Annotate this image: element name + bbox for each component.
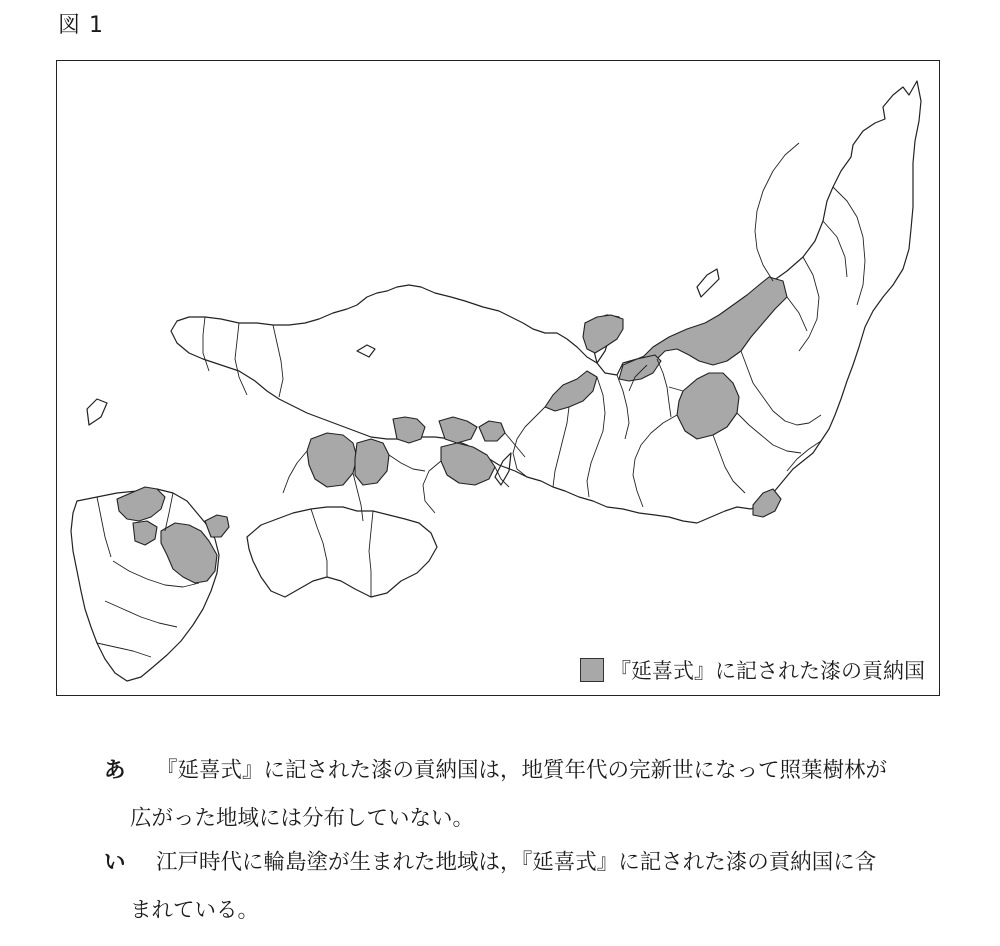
tribute-provinces <box>117 277 787 583</box>
map-frame <box>56 60 940 696</box>
province-bungo <box>205 515 229 537</box>
map-legend <box>580 655 925 685</box>
statement-text-line: 広がった地域には分布していない。 <box>130 806 475 831</box>
province-boundaries <box>97 143 865 657</box>
statement-text-line: まれている。 <box>130 898 260 923</box>
shikoku-outline <box>247 507 437 597</box>
province-tango <box>393 417 425 443</box>
province-echigo <box>643 277 787 365</box>
statement-key: い <box>104 850 126 875</box>
sado-outline <box>697 269 719 297</box>
statement-text-line: 『延喜式』に記された漆の貢納国は，地質年代の完新世になって照葉樹林が <box>156 758 888 783</box>
tsushima-outline <box>87 399 107 425</box>
oki-outline <box>357 345 375 357</box>
japan-map <box>57 61 941 697</box>
province-inaba-hoki <box>307 433 357 487</box>
statement-list <box>104 760 984 944</box>
province-kazusa <box>753 489 781 517</box>
statement-a <box>104 760 984 852</box>
province-tajima <box>439 417 477 443</box>
province-shinano <box>677 373 739 439</box>
figure-label: 図 1 <box>58 13 104 38</box>
legend-swatch <box>580 658 604 682</box>
province-tamba <box>441 443 495 485</box>
province-tango2 <box>479 421 505 441</box>
province-noto <box>583 315 623 353</box>
honshu-outline <box>171 81 921 523</box>
statement-text-line: 江戸時代に輪島塗が生まれた地域は，『延喜式』に記された漆の貢納国に含 <box>156 850 877 875</box>
province-etchu <box>619 355 661 381</box>
legend-label: 『延喜式』に記された漆の貢納国 <box>610 659 925 683</box>
statement-i <box>104 852 984 944</box>
province-chikugo <box>133 521 157 545</box>
statement-key: あ <box>104 758 126 783</box>
province-echizen <box>545 371 597 411</box>
province-mimasaka <box>355 439 389 485</box>
